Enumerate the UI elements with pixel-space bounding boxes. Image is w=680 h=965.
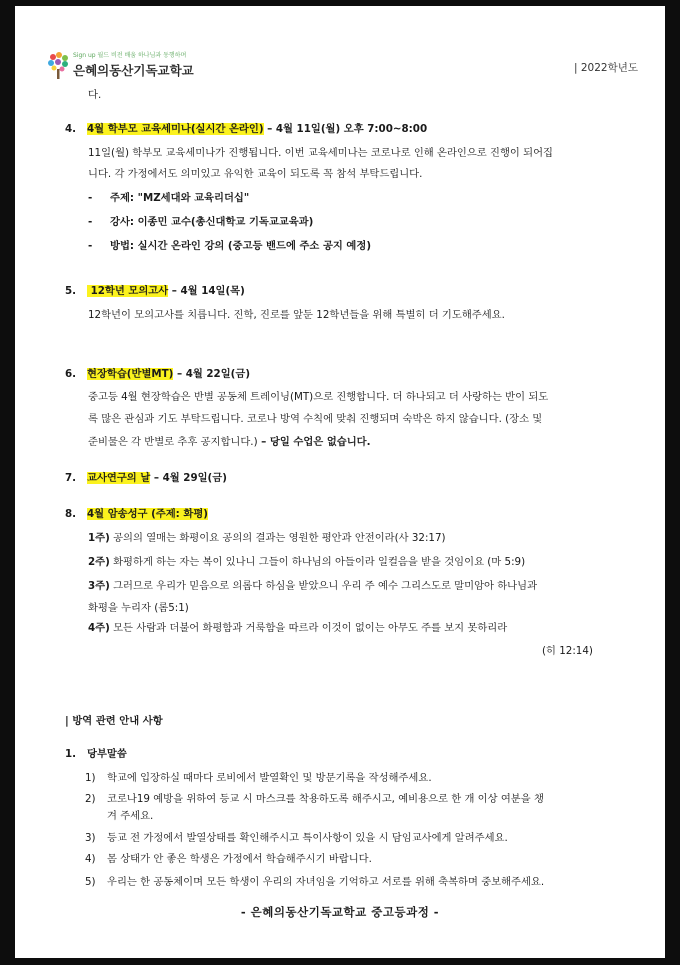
verse-line	[88, 601, 189, 615]
item-4-body-line: 니다. 각 가정에서도 의미있고 유익한 교육이 되도록 꼭 참석 부탁드립니다.	[88, 168, 423, 180]
verse-text: 그러므로 우리가 믿음으로 의롭다 하심을 받았으니 우리 주 예수 그리스도로 말미암아 하나님과	[109, 580, 538, 592]
item-5-date: – 4월 14일(목)	[168, 285, 245, 297]
item-4-bullet-text: 주제: "MZ세대와 교육리더십"	[110, 192, 250, 204]
list-item-text: 겨 주세요.	[107, 810, 154, 822]
school-name: 은혜의동산기독교학교	[73, 63, 194, 78]
list-item-number: 4)	[85, 853, 96, 865]
item-6-date: – 4월 22일(금)	[173, 368, 251, 380]
list-item-number: 2)	[85, 793, 96, 805]
list-item-text: 등교 전 가정에서 발열상태를 확인해주시고 특이사항이 있을 시 담임교사에게 알려주세요.	[107, 832, 508, 844]
verse-text: 화평을 누리자 (롬5:1)	[88, 602, 189, 614]
item-4-date: – 4월 11일(월) 오후 7:00~8:00	[263, 123, 428, 135]
verse-week-label: 3주)	[88, 580, 110, 592]
list-item-number: 5)	[85, 876, 96, 888]
section-heading: | 방역 관련 안내 사항	[65, 715, 163, 727]
verse-text: 화평하게 하는 자는 복이 있나니 그들이 하나님의 아들이라 일컬음을 받을 것임이요 (마 5:9)	[109, 556, 526, 568]
list-item-text: 몸 상태가 안 좋은 학생은 가정에서 학습해주시기 바랍니다.	[107, 853, 372, 865]
item-5-title: 12학년 모의고사	[87, 285, 169, 297]
item-5-heading	[65, 284, 245, 298]
document-body	[15, 6, 665, 958]
academic-year: | 2022학년도	[573, 62, 638, 74]
verse-text: 모든 사람과 더불어 화평함과 거룩함을 따르라 이것이 없이는 아무도 주를 보지 못하리라	[109, 622, 508, 634]
list-item	[85, 875, 544, 889]
item-4-bullet: - 강사: 이종민 교수(총신대학교 기독교교육과)	[88, 216, 314, 228]
item-4-body-line: 11일(월) 학부모 교육세미나가 진행됩니다. 이번 교육세미나는 코로나로 인해 온라인으로 진행이 되어집	[88, 147, 553, 159]
verse-week-label: 1주)	[88, 532, 110, 544]
item-8-number: 8.	[65, 508, 77, 520]
subsection-heading	[65, 747, 127, 761]
item-5-body: 12학년이 모의고사를 치릅니다. 진학, 진로를 앞둔 12학년들을 위해 특별히 더 기도해주세요.	[88, 309, 505, 321]
list-item	[85, 831, 508, 845]
list-item-text: 우리는 한 공동체이며 모든 학생이 우리의 자녀임을 기억하고 서로를 위해 축복하며 중보해주세요.	[107, 876, 545, 888]
verse-week-label: 2주)	[88, 556, 110, 568]
verse-line	[88, 579, 537, 593]
document-page	[15, 6, 665, 958]
list-item-number: 3)	[85, 832, 96, 844]
verse-text: 공의의 열매는 화평이요 공의의 결과는 영원한 평안과 안전이라(사 32:17)	[109, 532, 446, 544]
document-footer: - 은혜의동산기독교학교 중고등과정 -	[240, 905, 440, 919]
item-8-heading	[65, 507, 208, 521]
list-item	[85, 771, 432, 785]
verse-week-label: 4주)	[88, 622, 110, 634]
verse-line	[88, 531, 446, 545]
item-4-title: 4월 학부모 교육세미나(실시간 온라인)	[87, 123, 264, 135]
item-4-bullet: - 주제: "MZ세대와 교육리더십"	[88, 192, 250, 204]
item-6-emphasis: – 당일 수업은 없습니다.	[257, 436, 371, 448]
item-4-bullet-text: 강사: 이종민 교수(총신대학교 기독교교육과)	[110, 216, 314, 228]
verse-line	[88, 621, 507, 635]
list-item-number: 1)	[85, 772, 96, 784]
verse-line	[88, 555, 525, 569]
item-8-title: 4월 암송성구 (주제: 화평)	[87, 508, 208, 520]
item-6-body-line	[88, 435, 371, 449]
item-4-bullet-text: 방법: 실시간 온라인 강의 (중고등 밴드에 주소 공지 예정)	[110, 240, 372, 252]
verse-reference: (히 12:14)	[542, 645, 593, 657]
item-4-number: 4.	[65, 123, 77, 135]
item-4-heading	[65, 122, 427, 136]
item-5-number: 5.	[65, 285, 77, 297]
list-item	[85, 792, 544, 806]
subsection-number: 1.	[65, 748, 77, 760]
item-6-number: 6.	[65, 368, 77, 380]
item-6-body-text: 준비물은 각 반별로 추후 공지합니다.)	[88, 436, 258, 448]
item-7-date: – 4월 29일(금)	[150, 472, 227, 484]
item-6-title: 현장학습(반별MT)	[87, 368, 174, 380]
intro-tail: 다.	[88, 89, 102, 101]
item-7-number: 7.	[65, 472, 77, 484]
list-item-text: 코로나19 예방을 위하여 등교 시 마스크를 착용하도록 해주시고, 예비용으로 한 개 이상 여분을 챙	[107, 793, 544, 805]
item-6-body-line: 중고등 4월 현장학습은 반별 공동체 트레이닝(MT)으로 진행합니다. 더 하나되고 더 사랑하는 반이 되도	[88, 391, 549, 403]
item-6-body-line: 록 많은 관심과 기도 부탁드립니다. 코로나 방역 수칙에 맞춰 진행되며 숙박은 하지 않습니다. (장소 및	[88, 413, 543, 425]
list-item-text: 학교에 입장하실 때마다 로비에서 발열확인 및 방문기록을 작성해주세요.	[107, 772, 432, 784]
list-item	[85, 852, 372, 866]
subsection-title: 당부말씀	[87, 748, 127, 760]
logo-tagline: Sign up 월드 비전 배움 하나님과 동행하며	[73, 52, 187, 59]
item-7-title: 교사연구의 날	[87, 472, 151, 484]
item-7-heading	[65, 471, 227, 485]
item-4-bullet: - 방법: 실시간 온라인 강의 (중고등 밴드에 주소 공지 예정)	[88, 240, 372, 252]
item-6-heading	[65, 367, 250, 381]
list-item	[85, 809, 153, 823]
